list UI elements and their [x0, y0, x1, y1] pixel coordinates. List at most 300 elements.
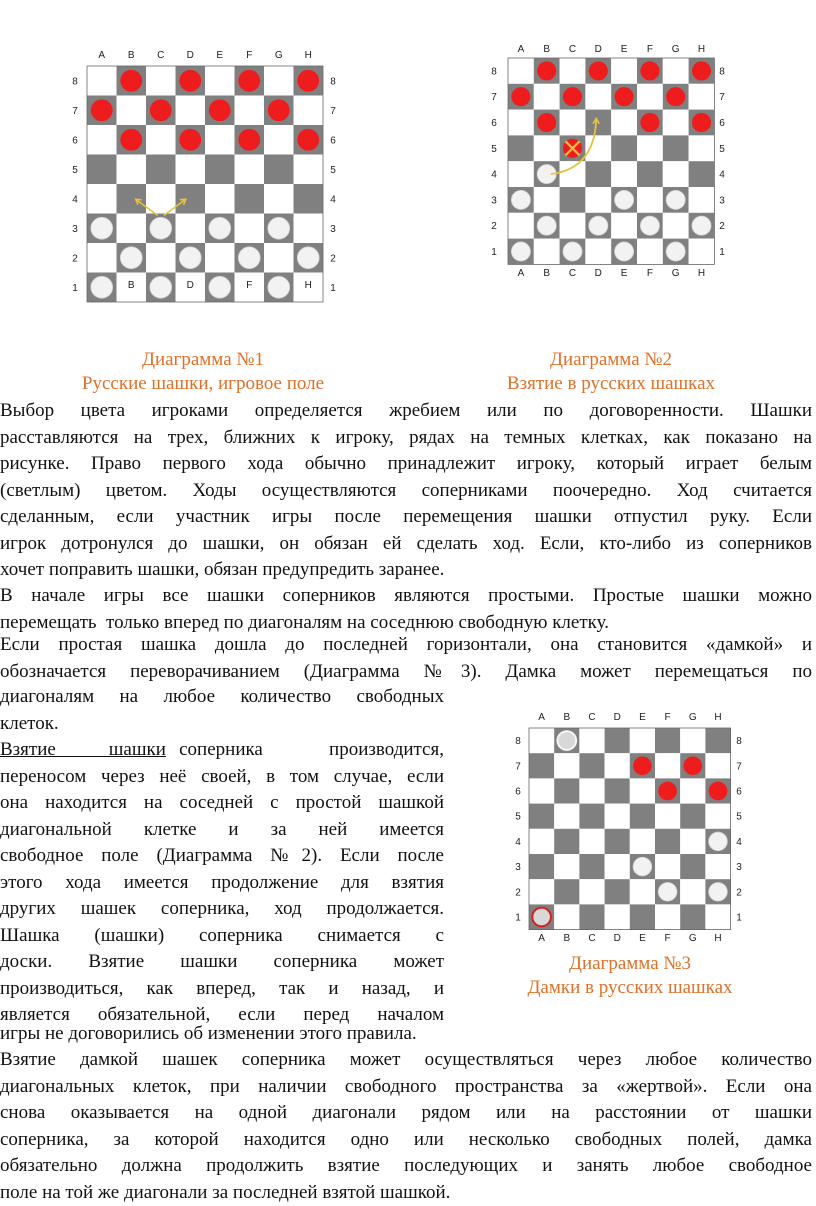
file-label-top: H [698, 44, 705, 55]
file-label-top: C [157, 50, 164, 61]
board-square [146, 243, 176, 273]
board-square [146, 125, 176, 155]
red-piece [91, 99, 113, 121]
board-square [294, 184, 324, 214]
board-square [689, 161, 715, 187]
rank-label-right: 1 [736, 913, 742, 924]
board-square [579, 829, 604, 854]
rank-label-right: 7 [719, 92, 725, 103]
text-line: соперника, за которой находится одно или несколько свободных полей, дамка [0, 1127, 812, 1154]
text-line: других шашек соперника, ход продолжается. [0, 896, 444, 923]
red-piece [150, 99, 172, 121]
text-line: Взятие дамкой шашек соперника может осуществляться через любое количество [0, 1047, 812, 1074]
file-label-bottom: D [187, 280, 194, 291]
paragraph-3-continued [0, 684, 444, 737]
white-piece [511, 242, 530, 261]
board-square [630, 904, 655, 929]
white-piece [297, 247, 319, 269]
text-line: рисунке. Право первого хода обычно принадлежит игроку, который играет белым [0, 451, 812, 478]
red-piece [692, 61, 711, 80]
rank-label-left: 6 [515, 787, 521, 798]
rank-label-left: 3 [72, 224, 78, 235]
board-square [294, 214, 324, 244]
diagram-1-board [63, 46, 353, 296]
board-square [146, 155, 176, 185]
rank-label-right: 6 [736, 787, 742, 798]
board-square [205, 155, 235, 185]
board-square [579, 778, 604, 803]
board-square [663, 135, 689, 161]
board-square [560, 187, 586, 213]
rank-label-left: 5 [491, 144, 497, 155]
board-square [689, 239, 715, 265]
white-piece [563, 242, 582, 261]
diagram-3-caption [470, 952, 790, 1000]
file-label-top: D [187, 50, 194, 61]
file-label-top: E [621, 44, 628, 55]
white-piece [666, 190, 685, 209]
rank-label-left: 5 [72, 165, 78, 176]
paragraph-4 [0, 737, 444, 1029]
rank-label-right: 6 [719, 118, 725, 129]
board-square [529, 753, 554, 778]
rank-label-left: 2 [515, 887, 521, 898]
rank-label-right: 3 [330, 224, 336, 235]
file-label-top: A [98, 50, 105, 61]
red-piece [179, 70, 201, 92]
rank-label-left: 4 [491, 170, 497, 181]
file-label-top: H [305, 50, 312, 61]
red-piece [537, 113, 556, 132]
board-square [680, 778, 705, 803]
board-square [605, 854, 630, 879]
board-square [585, 239, 611, 265]
red-piece [640, 61, 659, 80]
file-label-top: B [128, 50, 135, 61]
board-square [560, 110, 586, 136]
white-piece [150, 217, 172, 239]
board-square [560, 213, 586, 239]
board-square [508, 135, 534, 161]
diagram-2-board [484, 40, 744, 282]
board-square [705, 854, 730, 879]
text-line: обозначается переворачиванием (Диаграмма №3). Дамка может перемещаться по [0, 659, 812, 686]
board-square [235, 184, 265, 214]
paragraph-4-lines [0, 764, 444, 1029]
red-piece [120, 129, 142, 151]
rank-label-right: 3 [719, 195, 725, 206]
white-piece [120, 247, 142, 269]
board-square [87, 243, 117, 273]
board-square [689, 84, 715, 110]
white-piece [511, 190, 530, 209]
file-label-bottom: H [714, 933, 721, 944]
diagram-1-caption [48, 348, 358, 396]
rank-label-right: 7 [330, 106, 336, 117]
file-label-top: B [543, 44, 550, 55]
text-line: снова оказывается на одной диагонали рядом или на расстоянии от шашки [0, 1100, 812, 1127]
white-piece [150, 276, 172, 298]
rank-label-right: 3 [736, 862, 742, 873]
file-label-bottom: H [305, 280, 312, 291]
rank-label-left: 7 [491, 92, 497, 103]
rank-label-left: 5 [515, 812, 521, 823]
board-square [579, 854, 604, 879]
rank-label-left: 6 [72, 135, 78, 146]
red-piece [238, 70, 260, 92]
board-square [205, 184, 235, 214]
white-piece [692, 216, 711, 235]
white-piece [640, 216, 659, 235]
text-line: поле на той же диагонали за последней взятой шашкой. [0, 1180, 812, 1206]
caption-title: Диаграмма №3 [470, 952, 790, 976]
board-square [534, 135, 560, 161]
board-square [554, 753, 579, 778]
file-label-bottom: A [518, 268, 525, 279]
file-label-bottom: H [698, 268, 705, 279]
paragraph-1 [0, 398, 812, 584]
caption-title: Диаграмма №1 [48, 348, 358, 372]
board-square [655, 753, 680, 778]
red-piece [589, 61, 608, 80]
rank-label-right: 5 [736, 812, 742, 823]
board-square [655, 728, 680, 753]
board-square [705, 728, 730, 753]
red-piece [537, 61, 556, 80]
board-square [663, 58, 689, 84]
caption-subtitle: Взятие в русских шашках [456, 372, 766, 396]
board-square [235, 214, 265, 244]
board-square [705, 753, 730, 778]
board-square [637, 239, 663, 265]
file-label-bottom: B [128, 280, 135, 291]
text-line: Если простая шашка дошла до последней горизонтали, она становится «дамкой» и [0, 632, 812, 659]
board-square [680, 854, 705, 879]
file-label-bottom: F [246, 280, 252, 291]
board-square [680, 879, 705, 904]
rank-label-left: 1 [515, 913, 521, 924]
text-line: она находится на соседней с простой шашкой [0, 790, 444, 817]
file-label-top: A [518, 44, 525, 55]
board-square [176, 214, 206, 244]
rank-label-right: 1 [719, 247, 725, 258]
paragraph-4-last-line [0, 1021, 812, 1048]
text-line: Шашка (шашки) соперника снимается с [0, 923, 444, 950]
board-square [117, 214, 147, 244]
board-square [579, 753, 604, 778]
file-label-bottom: C [569, 268, 576, 279]
board-square [205, 243, 235, 273]
red-piece [120, 70, 142, 92]
text-line: клеток. [0, 711, 444, 738]
text-line: расставляются на трех, ближних к игроку, рядах на темных клетках, как показано на [0, 425, 812, 452]
white-piece [666, 242, 685, 261]
white-piece [709, 832, 728, 851]
board-square [705, 804, 730, 829]
board-square [637, 187, 663, 213]
file-label-bottom: D [614, 933, 621, 944]
text-line: сделанным, если участник игры после перемещения шашки отпустил руку. Если [0, 504, 812, 531]
board-square [176, 96, 206, 126]
rank-label-left: 3 [515, 862, 521, 873]
red-piece [297, 129, 319, 151]
board-square [611, 213, 637, 239]
text-line: хочет поправить шашки, обязан предупредить заранее. [0, 557, 812, 584]
file-label-bottom: E [621, 268, 628, 279]
file-label-top: C [569, 44, 576, 55]
board-square [529, 854, 554, 879]
board-square [529, 804, 554, 829]
board-square [605, 804, 630, 829]
board-square [554, 778, 579, 803]
white-piece [179, 247, 201, 269]
diagram-2-caption [456, 348, 766, 396]
white-piece [238, 247, 260, 269]
red-piece [179, 129, 201, 151]
board-square [87, 125, 117, 155]
red-piece [640, 113, 659, 132]
white-piece [91, 217, 113, 239]
file-label-bottom: D [595, 268, 602, 279]
board-square [605, 904, 630, 929]
board-square [554, 829, 579, 854]
text-line: доски. Взятие шашки соперника может [0, 949, 444, 976]
board-square [264, 155, 294, 185]
board-square [146, 184, 176, 214]
red-piece [615, 87, 634, 106]
board-square [689, 135, 715, 161]
rank-label-right: 5 [719, 144, 725, 155]
board-square [294, 96, 324, 126]
first-line-rest: соперника производится, [166, 739, 444, 760]
text-line: свободное поле (Диаграмма №2). Если после [0, 843, 444, 870]
red-piece [511, 87, 530, 106]
last-line: игры не договорились об изменении этого правила. [0, 1021, 812, 1048]
paragraph-5 [0, 1047, 812, 1206]
board-square [630, 804, 655, 829]
board-square [680, 804, 705, 829]
file-label-bottom: B [563, 933, 570, 944]
file-label-bottom: B [543, 268, 550, 279]
board-square [146, 66, 176, 96]
caption-subtitle: Русские шашки, игровое поле [48, 372, 358, 396]
board-square [508, 213, 534, 239]
rank-label-left: 2 [491, 221, 497, 232]
board-square [508, 58, 534, 84]
file-label-top: A [538, 712, 545, 723]
board-square [554, 904, 579, 929]
board-square [87, 184, 117, 214]
red-piece [692, 113, 711, 132]
board-square [637, 84, 663, 110]
text-line: обязательно должна продолжить взятие последующих и занять любое свободное [0, 1153, 812, 1180]
rank-label-right: 8 [719, 66, 725, 77]
board-square [585, 161, 611, 187]
board-square [611, 58, 637, 84]
text-line: (светлым) цветом. Ходы осуществляются соперниками поочередно. Ход считается [0, 478, 812, 505]
paragraph-4-first-line [0, 737, 444, 764]
rank-label-right: 7 [736, 761, 742, 772]
board-square [508, 161, 534, 187]
board-square [637, 135, 663, 161]
board-square [705, 904, 730, 929]
file-label-bottom: G [672, 268, 680, 279]
red-piece [633, 756, 652, 775]
file-label-top: D [595, 44, 602, 55]
board-square [264, 184, 294, 214]
file-label-top: E [639, 712, 646, 723]
file-label-top: H [714, 712, 721, 723]
board-square [655, 904, 680, 929]
white-piece [268, 276, 290, 298]
red-piece [666, 87, 685, 106]
board-square [534, 239, 560, 265]
board-square [235, 96, 265, 126]
rank-label-right: 2 [719, 221, 725, 232]
board-square [534, 187, 560, 213]
board-square [205, 66, 235, 96]
board-square [87, 66, 117, 96]
rank-label-left: 6 [491, 118, 497, 129]
board-square [579, 879, 604, 904]
board-square [611, 110, 637, 136]
red-piece [297, 70, 319, 92]
board-square [176, 155, 206, 185]
rank-label-right: 6 [330, 135, 336, 146]
board-square [605, 879, 630, 904]
board-square [663, 213, 689, 239]
rank-label-left: 2 [72, 253, 78, 264]
board-square [529, 829, 554, 854]
white-piece [658, 882, 677, 901]
white-piece [91, 276, 113, 298]
board-square [605, 753, 630, 778]
file-label-bottom: F [665, 933, 671, 944]
board-square [611, 161, 637, 187]
board-square [585, 187, 611, 213]
rank-label-left: 8 [515, 736, 521, 747]
file-label-top: F [647, 44, 653, 55]
white-piece [615, 190, 634, 209]
board-square [560, 161, 586, 187]
rank-label-left: 8 [491, 66, 497, 77]
red-piece [209, 99, 231, 121]
file-label-top: B [563, 712, 570, 723]
white-piece [209, 217, 231, 239]
board-square [235, 155, 265, 185]
text-line: диагональной клетке и за ней имеется [0, 817, 444, 844]
caption-title: Диаграмма №2 [456, 348, 766, 372]
file-label-top: E [216, 50, 223, 61]
board-square [663, 161, 689, 187]
rank-label-left: 7 [515, 761, 521, 772]
board-square [605, 829, 630, 854]
board-square [680, 829, 705, 854]
text-line: В начале игры все шашки соперников являются простыми. Простые шашки можно [0, 583, 812, 610]
board-square [579, 728, 604, 753]
board-square [529, 778, 554, 803]
rank-label-right: 4 [719, 170, 725, 181]
board-square [554, 879, 579, 904]
rank-label-left: 4 [72, 194, 78, 205]
file-label-top: F [246, 50, 252, 61]
white-piece [633, 857, 652, 876]
board-square [117, 96, 147, 126]
file-label-bottom: A [538, 933, 545, 944]
board-square [689, 187, 715, 213]
rank-label-right: 4 [330, 194, 336, 205]
board-square [264, 66, 294, 96]
rank-label-right: 8 [736, 736, 742, 747]
file-label-bottom: F [647, 268, 653, 279]
board-square [585, 84, 611, 110]
board-square [655, 854, 680, 879]
red-piece [709, 782, 728, 801]
board-square [205, 125, 235, 155]
rank-label-left: 8 [72, 76, 78, 87]
board-square [680, 904, 705, 929]
text-line: переносом через неё своей, в том случае, если [0, 764, 444, 791]
board-square [264, 125, 294, 155]
text-line: является обязательной, если перед началом [0, 1002, 444, 1029]
red-piece [268, 99, 290, 121]
red-piece [563, 87, 582, 106]
board-square [655, 829, 680, 854]
board-square [579, 904, 604, 929]
board-square [560, 58, 586, 84]
board-square [630, 778, 655, 803]
board-square [508, 110, 534, 136]
rank-label-left: 4 [515, 837, 521, 848]
red-piece [238, 129, 260, 151]
rank-label-left: 1 [491, 247, 497, 258]
text-line: этого хода имеется продолжение для взятия [0, 870, 444, 897]
board-square [605, 778, 630, 803]
file-label-bottom: E [639, 933, 646, 944]
rank-label-right: 2 [736, 887, 742, 898]
board-square [117, 184, 147, 214]
board-square [579, 804, 604, 829]
file-label-top: D [614, 712, 621, 723]
board-square [529, 728, 554, 753]
file-label-bottom: G [689, 933, 697, 944]
text-line: Выбор цвета игроками определяется жребием или по договоренности. Шашки [0, 398, 812, 425]
board-square [117, 155, 147, 185]
red-piece [683, 756, 702, 775]
board-square [611, 135, 637, 161]
file-label-top: C [588, 712, 595, 723]
rank-label-right: 8 [330, 76, 336, 87]
paragraph-2 [0, 583, 812, 636]
file-label-top: G [275, 50, 283, 61]
queen-piece [557, 731, 576, 750]
rank-label-left: 1 [72, 283, 78, 294]
queen-piece [532, 908, 551, 927]
board-square [264, 243, 294, 273]
board-square [534, 84, 560, 110]
white-piece [268, 217, 290, 239]
underlined-term: Взятие шашки [0, 739, 166, 760]
white-piece [589, 216, 608, 235]
board-square [554, 854, 579, 879]
rank-label-right: 5 [330, 165, 336, 176]
file-label-top: G [672, 44, 680, 55]
white-piece [709, 882, 728, 901]
rank-label-left: 7 [72, 106, 78, 117]
text-line: игрок дотронулся до шашки, он обязан ей сделать ход. Если, кто-либо из соперников [0, 531, 812, 558]
text-line: диагоналям на любое количество свободных [0, 684, 444, 711]
board-square [655, 804, 680, 829]
